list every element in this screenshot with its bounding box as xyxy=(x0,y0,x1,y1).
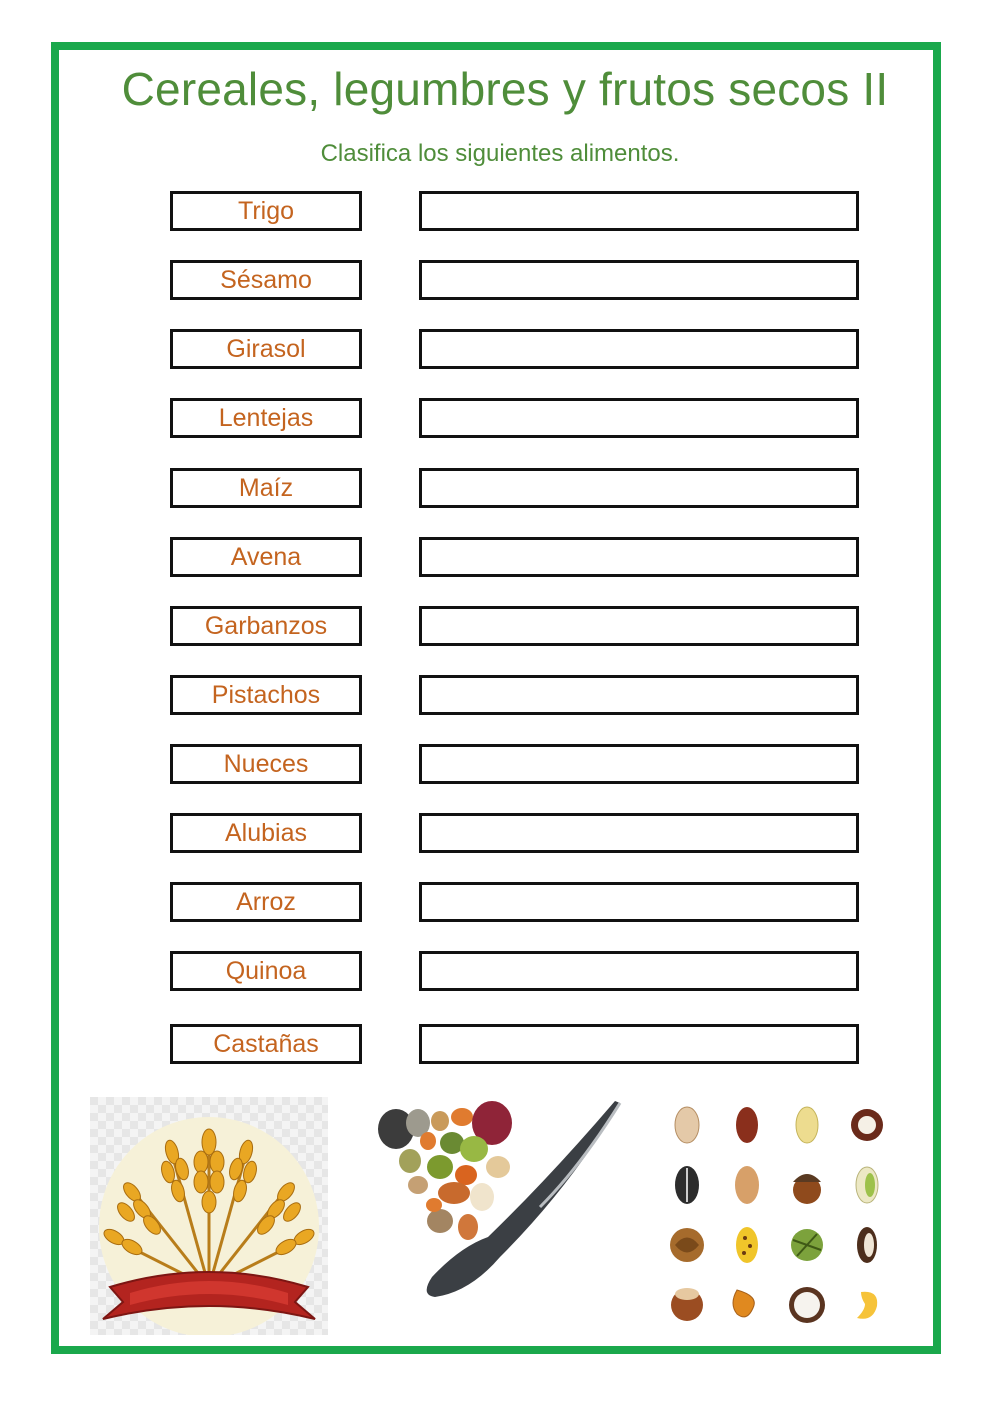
answer-input[interactable] xyxy=(419,1024,859,1064)
food-label: Alubias xyxy=(170,813,362,853)
page-title: Cereales, legumbres y frutos secos II xyxy=(121,63,889,115)
answer-input[interactable] xyxy=(419,191,859,231)
exercise-row xyxy=(0,951,1000,991)
nuts-grid-illustration xyxy=(665,1100,895,1328)
answer-input[interactable] xyxy=(419,398,859,438)
exercise-row xyxy=(0,882,1000,922)
answer-input[interactable] xyxy=(419,260,859,300)
exercise-row xyxy=(0,1024,1000,1064)
exercise-row xyxy=(0,675,1000,715)
answer-input[interactable] xyxy=(419,329,859,369)
food-label: Pistachos xyxy=(170,675,362,715)
food-label: Garbanzos xyxy=(170,606,362,646)
answer-input[interactable] xyxy=(419,813,859,853)
exercise-row xyxy=(0,606,1000,646)
food-label: Girasol xyxy=(170,329,362,369)
answer-input[interactable] xyxy=(419,606,859,646)
exercise-row xyxy=(0,398,1000,438)
answer-input[interactable] xyxy=(419,537,859,577)
legumes-spoon-illustration xyxy=(370,1097,630,1305)
exercise-row xyxy=(0,191,1000,231)
wheat-sheaf-illustration xyxy=(90,1097,328,1335)
food-label: Castañas xyxy=(170,1024,362,1064)
answer-input[interactable] xyxy=(419,675,859,715)
exercise-row xyxy=(0,329,1000,369)
food-label: Sésamo xyxy=(170,260,362,300)
food-label: Avena xyxy=(170,537,362,577)
answer-input[interactable] xyxy=(419,468,859,508)
food-label: Quinoa xyxy=(170,951,362,991)
answer-input[interactable] xyxy=(419,882,859,922)
exercise-row xyxy=(0,813,1000,853)
food-label: Nueces xyxy=(170,744,362,784)
food-label: Trigo xyxy=(170,191,362,231)
exercise-row xyxy=(0,537,1000,577)
answer-input[interactable] xyxy=(419,951,859,991)
exercise-row xyxy=(0,744,1000,784)
exercise-row xyxy=(0,260,1000,300)
food-label: Lentejas xyxy=(170,398,362,438)
answer-input[interactable] xyxy=(419,744,859,784)
food-label: Arroz xyxy=(170,882,362,922)
exercise-row xyxy=(0,468,1000,508)
instructions: Clasifica los siguientes alimentos. xyxy=(320,140,680,167)
food-label: Maíz xyxy=(170,468,362,508)
